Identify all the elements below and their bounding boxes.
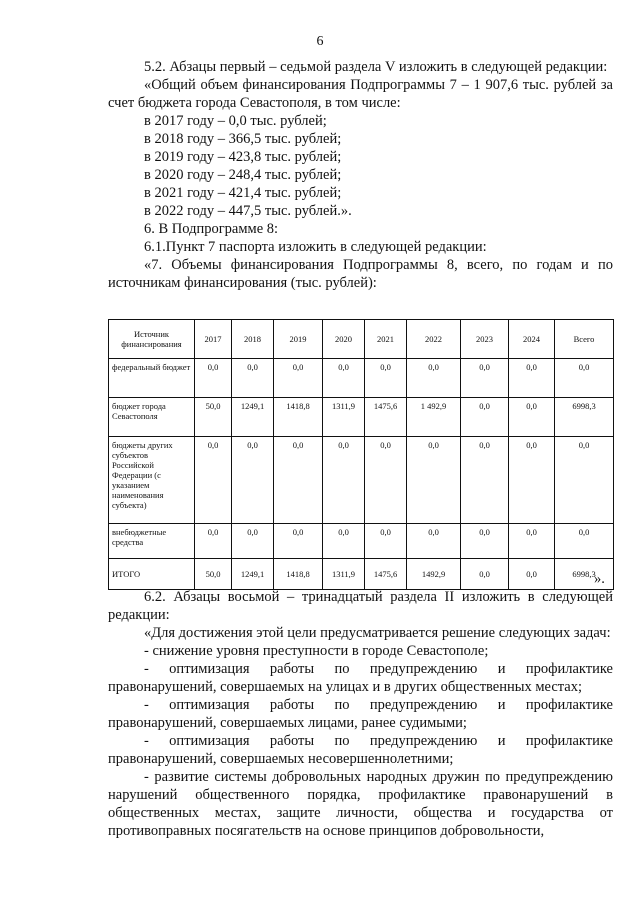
- table-cell: 6998,3: [555, 559, 614, 590]
- table-cell: 0,0: [509, 398, 555, 437]
- header-2017: 2017: [195, 320, 232, 359]
- table-cell: 0,0: [461, 437, 509, 524]
- table-cell: 0,0: [509, 359, 555, 398]
- table-cell: 0,0: [323, 524, 365, 559]
- table-cell: бюджеты других субъектов Российской Федерации (с указанием наименования субъекта): [109, 437, 195, 524]
- year-line-2017: в 2017 году – 0,0 тыс. рублей;: [144, 113, 327, 129]
- table-cell: 1418,8: [274, 398, 323, 437]
- list-item: - снижение уровня преступности в городе Севастополе;: [144, 643, 489, 659]
- table-cell: 0,0: [509, 559, 555, 590]
- page-number: 6: [316, 34, 324, 49]
- table-row: [109, 398, 614, 437]
- table-cell: 0,0: [461, 559, 509, 590]
- table-row: [109, 437, 614, 524]
- year-line-2021: в 2021 году – 421,4 тыс. рублей;: [144, 185, 342, 201]
- table-cell: 0,0: [407, 524, 461, 559]
- table-cell: 0,0: [195, 524, 232, 559]
- paragraph-6-2: 6.2. Абзацы восьмой – тринадцатый раздела II изложить в следующей редакции:: [108, 589, 613, 623]
- header-2020: 2020: [323, 320, 365, 359]
- table-cell: бюджет города Севастополя: [109, 398, 195, 437]
- header-2023: 2023: [461, 320, 509, 359]
- paragraph-5-2: 5.2. Абзацы первый – седьмой раздела V изложить в следующей редакции:: [144, 59, 608, 75]
- table-cell: 0,0: [195, 437, 232, 524]
- year-line-2019: в 2019 году – 423,8 тыс. рублей;: [144, 149, 342, 165]
- quote-close: ».: [594, 571, 605, 587]
- list-item: - оптимизация работы по предупреждению и профилактике правонарушений, совершаемых на улицах и в других общественных местах;: [108, 661, 613, 695]
- header-source: Источник финансирования: [109, 320, 195, 359]
- table-row-total: [109, 559, 614, 590]
- table-cell: федеральный бюджет: [109, 359, 195, 398]
- table-cell: 0,0: [407, 437, 461, 524]
- table-cell: 1249,1: [232, 559, 274, 590]
- paragraph-tasks-intro: «Для достижения этой цели предусматривается решение следующих задач:: [144, 625, 611, 641]
- table-header-row: [109, 320, 614, 359]
- table-cell: 1 492,9: [407, 398, 461, 437]
- paragraph-6-1: 6.1.Пункт 7 паспорта изложить в следующей редакции:: [144, 239, 487, 255]
- table-cell: 0,0: [461, 524, 509, 559]
- table-cell: 50,0: [195, 398, 232, 437]
- table-cell: 1475,6: [365, 398, 407, 437]
- table-cell: 0,0: [555, 359, 614, 398]
- paragraph-7-funding: «7. Объемы финансирования Подпрограммы 8, всего, по годам и по источникам финансирования (тыс. рублей):: [108, 257, 613, 291]
- header-2021: 2021: [365, 320, 407, 359]
- table-cell: 1492,9: [407, 559, 461, 590]
- table-cell: 0,0: [232, 359, 274, 398]
- year-line-2018: в 2018 году – 366,5 тыс. рублей;: [144, 131, 342, 147]
- table-cell: ИТОГО: [109, 559, 195, 590]
- table-cell: 0,0: [365, 437, 407, 524]
- table-cell: 0,0: [509, 524, 555, 559]
- top-section: [108, 58, 613, 292]
- paragraph-6: 6. В Подпрограмме 8:: [144, 221, 279, 237]
- header-2019: 2019: [274, 320, 323, 359]
- header-2022: 2022: [407, 320, 461, 359]
- header-2018: 2018: [232, 320, 274, 359]
- table-cell: 1418,8: [274, 559, 323, 590]
- header-total: Всего: [555, 320, 614, 359]
- table-cell: 6998,3: [555, 398, 614, 437]
- list-item: - оптимизация работы по предупреждению и профилактике правонарушений, совершаемых лицами, ранее судимыми;: [108, 697, 613, 731]
- table-cell: 0,0: [365, 359, 407, 398]
- table-cell: 0,0: [323, 437, 365, 524]
- table-cell: внебюджетные средства: [109, 524, 195, 559]
- table-cell: 1311,9: [323, 559, 365, 590]
- table-cell: 0,0: [232, 524, 274, 559]
- table-cell: 0,0: [274, 437, 323, 524]
- list-item: - оптимизация работы по предупреждению и профилактике правонарушений, совершаемых несовершеннолетними;: [108, 733, 613, 767]
- table-cell: 1249,1: [232, 398, 274, 437]
- paragraph-total-funding: «Общий объем финансирования Подпрограммы 7 – 1 907,6 тыс. рублей за счет бюджета города Севастополя, в том числе:: [108, 77, 613, 111]
- table-cell: 0,0: [461, 398, 509, 437]
- table-cell: 0,0: [274, 359, 323, 398]
- table-cell: 1311,9: [323, 398, 365, 437]
- table-cell: 0,0: [407, 359, 461, 398]
- table-row: [109, 359, 614, 398]
- header-2024: 2024: [509, 320, 555, 359]
- table-cell: 0,0: [232, 437, 274, 524]
- table-row: [109, 524, 614, 559]
- table-cell: 0,0: [365, 524, 407, 559]
- funding-table: [108, 319, 614, 590]
- table-cell: 0,0: [509, 437, 555, 524]
- table-cell: 1475,6: [365, 559, 407, 590]
- table-cell: 0,0: [555, 437, 614, 524]
- year-line-2022: в 2022 году – 447,5 тыс. рублей.».: [144, 203, 352, 219]
- table-cell: 0,0: [555, 524, 614, 559]
- list-item: - развитие системы добровольных народных дружин по предупреждению нарушений общественного порядка, профилактике правонарушений в общественных местах, защите личности, общества и государства от противоправных посягательств на основе принципов добровольности,: [108, 769, 613, 839]
- table-cell: 0,0: [195, 359, 232, 398]
- bottom-section: [108, 588, 613, 840]
- table-cell: 0,0: [274, 524, 323, 559]
- table-cell: 0,0: [323, 359, 365, 398]
- table-cell: 50,0: [195, 559, 232, 590]
- year-line-2020: в 2020 году – 248,4 тыс. рублей;: [144, 167, 342, 183]
- table-cell: 0,0: [461, 359, 509, 398]
